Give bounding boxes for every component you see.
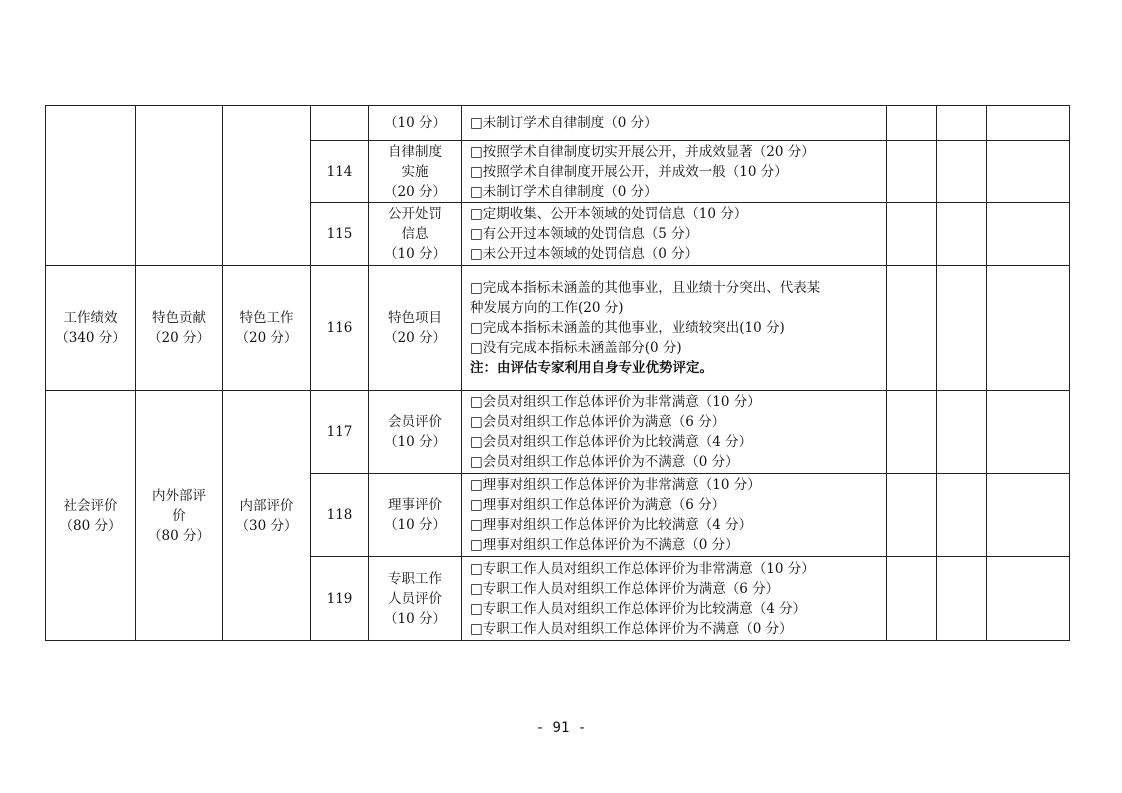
criteria-option: □专职工作人员对组织工作总体评价为比较满意（4 分） [470,600,807,617]
scoring-criteria [462,141,887,203]
criteria-option: □没有完成本指标未涵盖部分(0 分) [470,340,682,356]
criteria-option: □完成本指标未涵盖的其他事业，且业绩十分突出、代表某 [470,280,821,296]
scoring-criteria [462,391,887,474]
item-name: 自律制度 实施 （20 分） [369,141,462,203]
scoring-criteria [462,266,887,391]
indicator-cell: 特色工作 （20 分） [223,266,311,391]
indicator-cell [223,106,311,266]
item-name: 专职工作 人员评价 （10 分） [369,557,462,641]
criteria-option: □会员对组织工作总体评价为满意（6 分） [470,414,726,430]
criteria-option: □有公开过本领域的处罚信息（5 分） [470,226,699,242]
remark-cell [987,474,1070,557]
page-number: - 91 - [535,720,587,736]
criteria-option: □会员对组织工作总体评价为比较满意（4 分） [470,434,753,450]
criteria-option: □未公开过本领域的处罚信息（0 分） [470,246,699,262]
score-cell [937,141,987,203]
score-cell [887,557,937,641]
score-cell [937,474,987,557]
item-name: （10 分） [369,106,462,141]
criteria-option: □会员对组织工作总体评价为不满意（0 分） [470,454,739,470]
criteria-option: □未制订学术自律制度（0 分） [470,183,658,200]
criteria-option: □按照学术自律制度开展公开，并成效一般（10 分） [470,163,788,180]
item-number: 114 [311,141,369,203]
item-number [311,106,369,141]
score-cell [887,391,937,474]
score-cell [937,106,987,141]
scoring-criteria [462,203,887,266]
criteria-option: □理事对组织工作总体评价为满意（6 分） [470,497,726,513]
criteria-option: □理事对组织工作总体评价为不满意（0 分） [470,537,739,553]
score-cell [937,266,987,391]
criteria-option: 种发展方向的工作(20 分) [470,300,624,316]
item-number: 115 [311,203,369,266]
item-number: 116 [311,266,369,391]
criteria-option: □完成本指标未涵盖的其他事业，业绩较突出(10 分) [470,320,785,336]
criteria-option: □专职工作人员对组织工作总体评价为不满意（0 分） [470,620,793,637]
item-number: 118 [311,474,369,557]
score-cell [937,391,987,474]
scoring-criteria [462,106,887,141]
category-cell: 社会评价 （80 分） [46,391,136,641]
remark-cell [987,106,1070,141]
item-number: 119 [311,557,369,641]
subcategory-cell: 内外部评 价 （80 分） [136,391,223,641]
item-number: 117 [311,391,369,474]
subcategory-cell [136,106,223,266]
score-cell [937,203,987,266]
item-name: 理事评价 （10 分） [369,474,462,557]
score-cell [887,106,937,141]
remark-cell [987,557,1070,641]
table-row [46,266,1070,391]
item-name: 特色项目 （20 分） [369,266,462,391]
remark-cell [987,141,1070,203]
criteria-option: □会员对组织工作总体评价为非常满意（10 分） [470,394,761,410]
score-cell [887,474,937,557]
criteria-note: 注：由评估专家利用自身专业优势评定。 [470,360,713,376]
score-cell [937,557,987,641]
remark-cell [987,391,1070,474]
criteria-option: □按照学术自律制度切实开展公开，并成效显著（20 分） [470,143,815,160]
criteria-option: □未制订学术自律制度（0 分） [470,115,658,131]
criteria-option: □定期收集、公开本领域的处罚信息（10 分） [470,206,748,222]
criteria-option: □专职工作人员对组织工作总体评价为非常满意（10 分） [470,560,815,577]
score-cell [887,203,937,266]
scoring-criteria [462,474,887,557]
subcategory-cell: 特色贡献 （20 分） [136,266,223,391]
scoring-criteria [462,557,887,641]
score-cell [887,141,937,203]
indicator-cell: 内部评价 （30 分） [223,391,311,641]
category-cell: 工作绩效 （340 分） [46,266,136,391]
remark-cell [987,266,1070,391]
remark-cell [987,203,1070,266]
category-cell [46,106,136,266]
score-cell [887,266,937,391]
item-name: 会员评价 （10 分） [369,391,462,474]
criteria-option: □专职工作人员对组织工作总体评价为满意（6 分） [470,580,780,597]
evaluation-table [45,105,1070,641]
table-row [46,106,1070,141]
criteria-option: □理事对组织工作总体评价为非常满意（10 分） [470,477,761,493]
item-name: 公开处罚 信息 （10 分） [369,203,462,266]
criteria-option: □理事对组织工作总体评价为比较满意（4 分） [470,517,753,533]
table-row [46,391,1070,474]
